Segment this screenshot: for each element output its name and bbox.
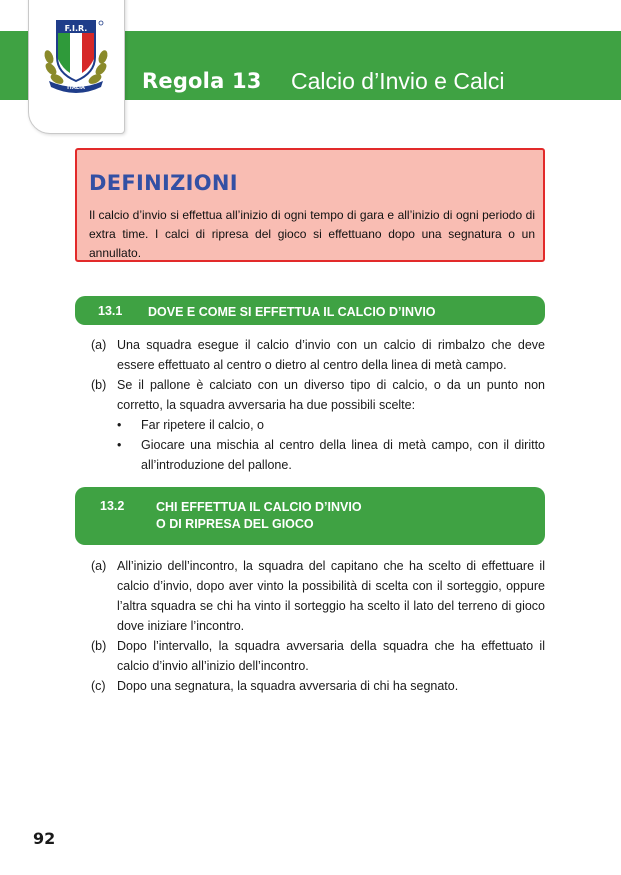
list-item [91, 335, 545, 375]
section-number: 13.2 [100, 499, 125, 513]
section-13-2-header [75, 487, 545, 545]
definitions-title: DEFINIZIONI [89, 171, 238, 195]
item-text: Se il pallone è calciato con un diverso tipo di calcio, o da un punto non corretto, la squadra avversaria ha due possibili scelte: [117, 378, 545, 412]
item-label: (a) [91, 338, 107, 352]
section-title: DOVE E COME SI EFFETTUA IL CALCIO D’INVIO [148, 305, 436, 319]
section-title-line1: CHI EFFETTUA IL CALCIO D’INVIO [156, 500, 362, 514]
item-text: Dopo l’intervallo, la squadra avversaria della squadra che ha effettuato il calcio d’invio all’inizio dell’incontro. [117, 639, 545, 673]
rule-number: Regola 13 [142, 69, 262, 93]
bullet-dot: • [117, 418, 122, 432]
rule-title [291, 67, 611, 125]
section-number: 13.1 [98, 304, 123, 318]
bullet-item [117, 415, 545, 435]
rule-title-line2: di Ripresa del Gioco [291, 97, 499, 123]
list-item [91, 636, 545, 676]
logo-tab [28, 0, 125, 134]
logo-text: F.I.R. [64, 24, 88, 33]
section-title [156, 499, 362, 533]
section-13-1-header [75, 296, 545, 325]
fir-shield-logo [41, 15, 111, 93]
list-item [91, 556, 545, 636]
item-label: (a) [91, 559, 107, 573]
item-text: Dopo una segnatura, la squadra avversaria di chi ha segnato. [117, 679, 459, 693]
item-text: Una squadra esegue il calcio d’invio con un calcio di rimbalzo che deve essere effettuato al centro o dietro al centro della linea di metà campo. [117, 338, 545, 372]
section-title-line2: O DI RIPRESA DEL GIOCO [156, 517, 314, 531]
definitions-text: Il calcio d’invio si effettua all’inizio di ogni tempo di gara e all’inizio di ogni periodo di extra time. I calci di ripresa del gioco si effettuano dopo una segnatura o un annullato. [89, 208, 535, 260]
bullet-text: Far ripetere il calcio, o [141, 418, 264, 432]
list-item [91, 676, 545, 696]
item-label: (c) [91, 679, 106, 693]
bullet-text: Giocare una mischia al centro della linea di metà campo, con il diritto all’introduzione del pallone. [141, 438, 545, 472]
bullet-dot: • [117, 438, 122, 452]
definitions-box [75, 148, 545, 262]
item-text: All’inizio dell’incontro, la squadra del capitano che ha scelto di effettuare il calcio d’invio, dopo aver vinto la possibilità di scelta con il sorteggio, oppure l’altra squadra se chi ha vinto il sorteggio ha scelto il lato del terreno di gioco dove iniziare l’incontro. [117, 559, 545, 633]
item-label: (b) [91, 639, 107, 653]
logo-banner-text: ITALIA [67, 85, 85, 91]
item-label: (b) [91, 378, 107, 392]
list-item [91, 375, 545, 415]
rule-title-line1: Calcio d’Invio e Calci [291, 68, 505, 94]
page-number: 92 [33, 829, 56, 848]
bullet-item [117, 435, 545, 475]
